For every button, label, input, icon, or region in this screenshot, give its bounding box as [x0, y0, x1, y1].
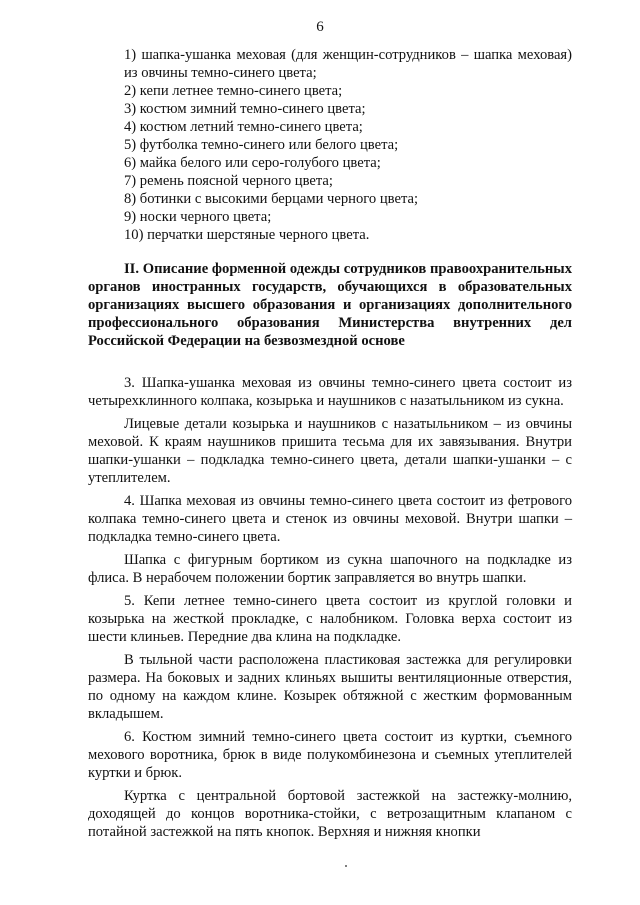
- paragraph: 6. Костюм зимний темно-синего цвета состоит из куртки, съемного мехового воротника, брюк в виде полукомбинезона и съемных утеплителей куртки и брюк.: [88, 729, 572, 781]
- list-item: 6) майка белого или серо-голубого цвета;: [124, 155, 381, 171]
- paragraph: Шапка с фигурным бортиком из сукна шапочного на подкладке из флиса. В нерабочем положении бортик заправляется во внутрь шапки.: [88, 552, 572, 586]
- section-heading: II. Описание форменной одежды сотрудников правоохранительных органов иностранных государств, обучающихся в образовательных организациях высшего образования и организациях дополнительного профессионального образования Министерства внутренних дел Российской Федерации на безвозмездной основе: [88, 261, 572, 349]
- list-item: 4) костюм летний темно-синего цвета;: [124, 119, 363, 135]
- list-item: 7) ремень поясной черного цвета;: [124, 173, 333, 189]
- document-body: [88, 46, 572, 841]
- list-item: 9) носки черного цвета;: [124, 209, 272, 225]
- list-item: 5) футболка темно-синего или белого цвета;: [124, 137, 399, 153]
- list-item: 8) ботинки с высокими берцами черного цвета;: [124, 191, 419, 207]
- uniform-items-list: [88, 46, 572, 244]
- scan-speck: [345, 865, 347, 867]
- paragraph: 5. Кепи летнее темно-синего цвета состоит из круглой головки и козырька на жесткой прокладке, с налобником. Головка верха состоит из шести клиньев. Передние два клина на подкладке.: [88, 593, 572, 645]
- paragraph: Лицевые детали козырька и наушников с назатыльником – из овчины меховой. К краям наушников пришита тесьма для их завязывания. Внутри шапки-ушанки – подкладка темно-синего цвета, детали шапки-ушанки – с утеплителем.: [88, 416, 572, 486]
- paragraph: В тыльной части расположена пластиковая застежка для регулировки размера. На боковых и задних клиньях вышиты вентиляционные отверстия, по одному на каждом клине. Козырек обтяжной с жестким формованным вкладышем.: [88, 652, 572, 722]
- paragraph: Куртка с центральной бортовой застежкой на застежку-молнию, доходящей до концов воротника-стойки, с ветрозащитным клапаном с потайной застежкой на пять кнопок. Верхняя и нижняя кнопки: [88, 788, 572, 840]
- paragraph: 4. Шапка меховая из овчины темно-синего цвета состоит из фетрового колпака темно-синего цвета и стенок из овчины меховой. Внутри шапки – подкладка темно-синего цвета.: [88, 493, 572, 545]
- paragraph: 3. Шапка-ушанка меховая из овчины темно-синего цвета состоит из четырехклинного колпака, козырька и наушников с назатыльником из сукна.: [88, 375, 572, 409]
- list-item: 10) перчатки шерстяные черного цвета.: [124, 227, 370, 243]
- page-number: 6: [316, 19, 324, 35]
- list-item: 1) шапка-ушанка меховая (для женщин-сотрудников – шапка меховая) из овчины темно-синего цвета;: [124, 47, 572, 81]
- list-item: 3) костюм зимний темно-синего цвета;: [124, 101, 366, 117]
- list-item: 2) кепи летнее темно-синего цвета;: [124, 83, 343, 99]
